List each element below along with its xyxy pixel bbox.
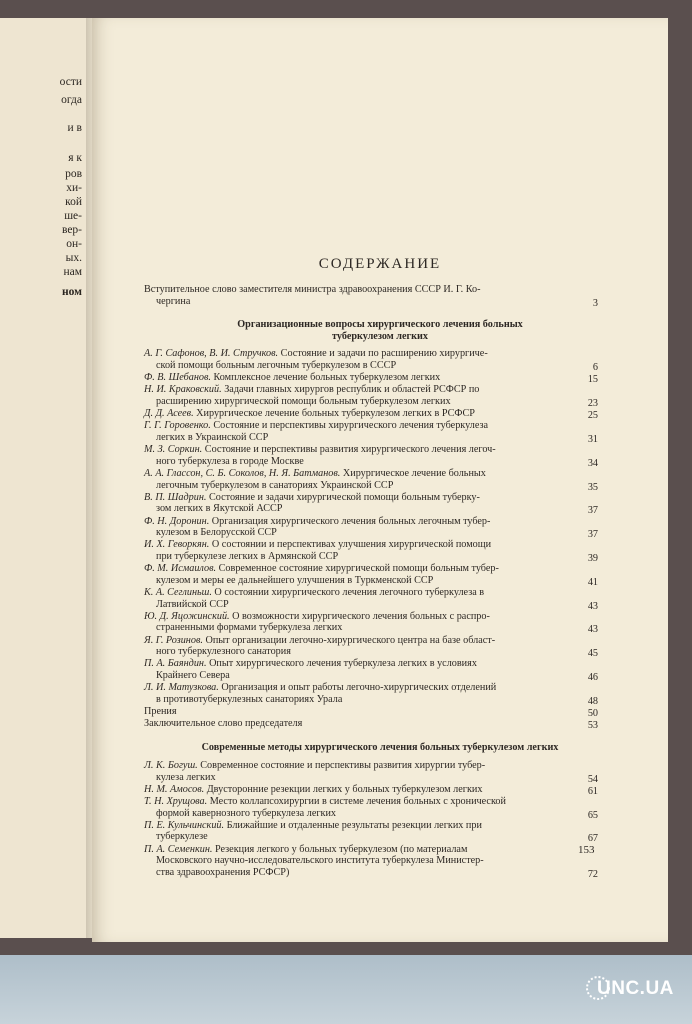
toc-entry — [144, 492, 480, 515]
toc-entry-page: 23 — [587, 398, 598, 409]
right-page — [92, 18, 668, 942]
toc-entry — [144, 372, 440, 384]
toc-entry-page: 48 — [587, 695, 598, 707]
toc-entry — [144, 408, 475, 420]
toc-entry-page: 35 — [587, 481, 598, 493]
toc-entry-author: Ф. М. Исмаилов. — [144, 563, 219, 575]
toc-entry-author: Г. Г. Горовенко. — [144, 420, 214, 432]
left-page-text-fragment: нам — [63, 266, 82, 278]
toc-entry — [144, 563, 499, 586]
toc-entry — [144, 284, 481, 307]
toc-entry-title-line: Вступительное слово заместителя министра здравоохранения СССР И. Г. Ко- — [144, 284, 481, 295]
section-heading: Современные методы хирургического лечения больных туберкулезом легких — [201, 742, 559, 754]
toc-entry-page: 39 — [587, 553, 598, 564]
toc-entry — [144, 844, 484, 879]
toc-entry-author: А. А. Глассон, С. Б. Соколов, Н. Я. Батманов. — [144, 468, 343, 479]
toc-entry-page: 45 — [587, 648, 598, 660]
toc-entry-title-line: легких в Украинской ССР — [156, 431, 269, 443]
toc-entry-page: 31 — [587, 434, 598, 445]
toc-entry-title-line: Современное состояние и перспективы развития хирургии тубер- — [200, 760, 486, 771]
toc-entry-page: 37 — [587, 529, 598, 541]
left-page-text-fragment: я к — [68, 152, 82, 164]
left-page-text-fragment: ше- — [64, 210, 82, 222]
toc-entry-title-line: ного туберкулеза в городе Москве — [156, 455, 304, 467]
toc-entry-page: 34 — [587, 457, 598, 469]
toc-entry-author: К. А. Сеглиньш. — [144, 587, 215, 598]
toc-entry-page: 53 — [587, 720, 598, 732]
left-page-text-fragment: вер- — [61, 224, 82, 236]
toc-entry-page: 37 — [587, 505, 598, 517]
toc-entry-title-line: Состояние и перспективы хирургического лечения туберкулеза — [213, 420, 489, 432]
toc-entry-title-line: туберкулезе — [156, 831, 208, 843]
left-page-text-fragment: ости — [59, 76, 82, 88]
section-heading: Организационные вопросы хирургического лечения больных — [237, 319, 523, 331]
toc-entry-page: 15 — [587, 374, 598, 386]
toc-entry-author: И. Х. Геворкян. — [144, 539, 212, 551]
toc-entry-title-line: Место коллапсохирургии в системе лечения больных с хронической — [209, 796, 506, 807]
toc-entry-author: Л. К. Богуш. — [144, 760, 201, 771]
left-page — [0, 18, 88, 938]
left-page-text-fragment: ых. — [65, 252, 82, 264]
watermark-text: UNC.UA — [597, 978, 674, 999]
toc-entry-title-line: Ближайшие и отдаленные результаты резекции легких при — [226, 819, 482, 831]
toc-entry — [144, 706, 177, 718]
toc-entry-title-line: ства здравоохранения РСФСР) — [156, 866, 290, 878]
toc-entry-title-line: страненными формами туберкулеза легких — [156, 622, 343, 634]
toc-entry-title-line: Резекция легкого у больных туберкулезом (по материалам — [214, 843, 468, 855]
toc-entry-page: 46 — [587, 672, 598, 683]
toc-entry-title-line: Опыт организации легочно-хирургического центра на базе област- — [205, 634, 496, 646]
section-heading: туберкулезом легких — [332, 330, 428, 342]
toc-entry — [144, 718, 302, 730]
toc-entry-title-line: кулеза легких — [156, 771, 216, 783]
toc-entry — [144, 384, 479, 407]
toc-entry-page: 65 — [587, 809, 598, 821]
toc-entry — [144, 784, 482, 796]
toc-entry-title-line: в противотуберкулезных санаториях Урала — [156, 693, 343, 705]
toc-entry — [144, 516, 490, 539]
toc-entry — [144, 444, 496, 467]
toc-entry-author: Ф. В. Шебанов. — [144, 372, 214, 384]
toc-entry-author: Я. Г. Розинов. — [144, 634, 206, 646]
toc-entry-author: Ф. Н. Доронин. — [144, 515, 212, 527]
toc-entry-page: 43 — [587, 600, 598, 612]
toc-entry-author: А. Г. Сафонов, В. И. Стручков. — [144, 348, 281, 360]
toc-entry-author: Ю. Д. Яцожинский. — [144, 610, 233, 622]
toc-entry-page: 41 — [587, 576, 598, 588]
toc-entry-author: Л. И. Матузкова. — [144, 682, 222, 694]
toc-entry-title-line: О состоянии и перспективах улучшения хирургической помощи — [211, 539, 492, 551]
toc-entry-page: 43 — [587, 624, 598, 636]
toc-entry-title-line: кулезом и меры ее дальнейшего улучшения в Туркменской ССР — [156, 574, 434, 586]
toc-entry — [144, 539, 491, 562]
toc-entry — [144, 658, 477, 681]
toc-entry-title-line: формой кавернозного туберкулеза легких — [156, 807, 337, 819]
toc-entry-title-line: Московского научно-исследовательского института туберкулеза Министер- — [156, 855, 484, 867]
toc-entry-title-line: легочным туберкулезом в санаториях Украинской ССР — [156, 479, 394, 491]
toc-entry — [144, 468, 486, 491]
toc-entry-author: М. З. Соркин. — [144, 444, 205, 456]
left-page-text-fragment: ров — [65, 168, 82, 180]
toc-entry-title-line: при туберкулезе легких в Армянской ССР — [156, 550, 339, 562]
toc-entry-title-line: Хирургическое лечение больных туберкулезом легких в РСФСР — [196, 408, 475, 420]
toc-entry-title-line: Состояние и задачи хирургической помощи больным туберку- — [208, 491, 480, 503]
toc-entry-author: П. Е. Кульчинский. — [144, 819, 227, 831]
toc-entry-author: П. А. Баяндин. — [144, 658, 210, 670]
toc-entry-page: 72 — [587, 868, 598, 880]
contents-heading: СОДЕРЖАНИЕ — [318, 256, 442, 272]
toc-entry-title-line: ской помощи больным легочным туберкулезом в СССР — [156, 359, 397, 371]
left-page-text-fragment: ном — [62, 286, 82, 298]
toc-entry — [144, 420, 488, 443]
toc-entry-page: 67 — [587, 833, 598, 845]
toc-entry-title-line: Хирургическое лечение больных — [342, 468, 486, 479]
toc-entry-title-line: чергина — [156, 295, 191, 307]
toc-entry-page: 54 — [587, 773, 598, 785]
toc-entry-title-line: Современное состояние хирургической помощи больным тубер- — [218, 563, 499, 575]
toc-entry-author: Д. Д. Асеев. — [144, 408, 197, 420]
toc-entry — [144, 820, 482, 843]
toc-entry-page: 61 — [587, 785, 598, 797]
toc-entry-title-line: зом легких в Якутской АССР — [156, 503, 283, 515]
toc-entry-title-line: Крайнего Севера — [156, 669, 230, 681]
toc-entry-author: Н. М. Амосов. — [144, 783, 207, 795]
toc-entry-author: Т. Н. Хрущова. — [144, 796, 210, 807]
toc-entry-page: 6 — [592, 362, 598, 373]
toc-entry — [144, 635, 495, 658]
toc-entry-page: 50 — [587, 708, 598, 719]
toc-entry — [144, 611, 490, 634]
toc-entry-title-line: О состоянии хирургического лечения легочного туберкулеза в — [214, 587, 485, 598]
toc-entry-title-line: Двусторонние резекции легких у больных туберкулезом легких — [206, 783, 483, 795]
left-page-text-fragment: хи- — [66, 182, 82, 194]
toc-entry-title-line: Опыт хирургического лечения туберкулеза легких в условиях — [209, 658, 477, 670]
toc-entry-title-line: Состояние и задачи по расширению хирургиче- — [280, 348, 488, 360]
toc-entry-title-line: Задачи главных хирургов республик и областей РСФСР по — [224, 384, 480, 396]
toc-entry-title-line: кулезом в Белорусской ССР — [156, 527, 277, 539]
toc-entry-page: 3 — [592, 297, 598, 309]
toc-entry-author: П. А. Семенкин. — [144, 843, 215, 855]
left-page-text-fragment: огда — [61, 94, 82, 106]
toc-entry — [144, 348, 488, 371]
toc-entry-title-line: О возможности хирургического лечения больных с распро- — [232, 610, 490, 622]
toc-entry — [144, 587, 484, 610]
toc-entry-page: 25 — [587, 410, 598, 422]
toc-entry-author: В. П. Шадрин. — [144, 491, 209, 503]
toc-entry-title-line: Организация и опыт работы легочно-хирургических отделений — [221, 682, 497, 694]
toc-entry-title-line: ного туберкулезного санатория — [156, 646, 291, 658]
toc-entry-title-line: Прения — [144, 706, 177, 717]
left-page-text-fragment: и в — [67, 122, 82, 134]
toc-entry — [144, 796, 506, 819]
left-page-text-fragment: кой — [65, 196, 82, 208]
page-number: 153 — [578, 844, 595, 856]
toc-entry-author: Н. И. Краковский. — [144, 384, 225, 396]
toc-entry-title-line: Заключительное слово председателя — [144, 718, 303, 730]
toc-entry — [144, 760, 485, 783]
toc-entry-title-line: Организация хирургического лечения больных легочным тубер- — [211, 515, 491, 527]
toc-entry-title-line: Латвийской ССР — [156, 598, 229, 610]
left-page-text-fragment: он- — [66, 238, 82, 250]
toc-entry-title-line: Состояние и перспективы развития хирургического лечения легоч- — [204, 444, 496, 456]
toc-entry-title-line: Комплексное лечение больных туберкулезом легких — [213, 372, 441, 384]
toc-entry-title-line: расширению хирургической помощи больным туберкулезом легких — [156, 395, 451, 407]
toc-entry — [144, 682, 496, 705]
